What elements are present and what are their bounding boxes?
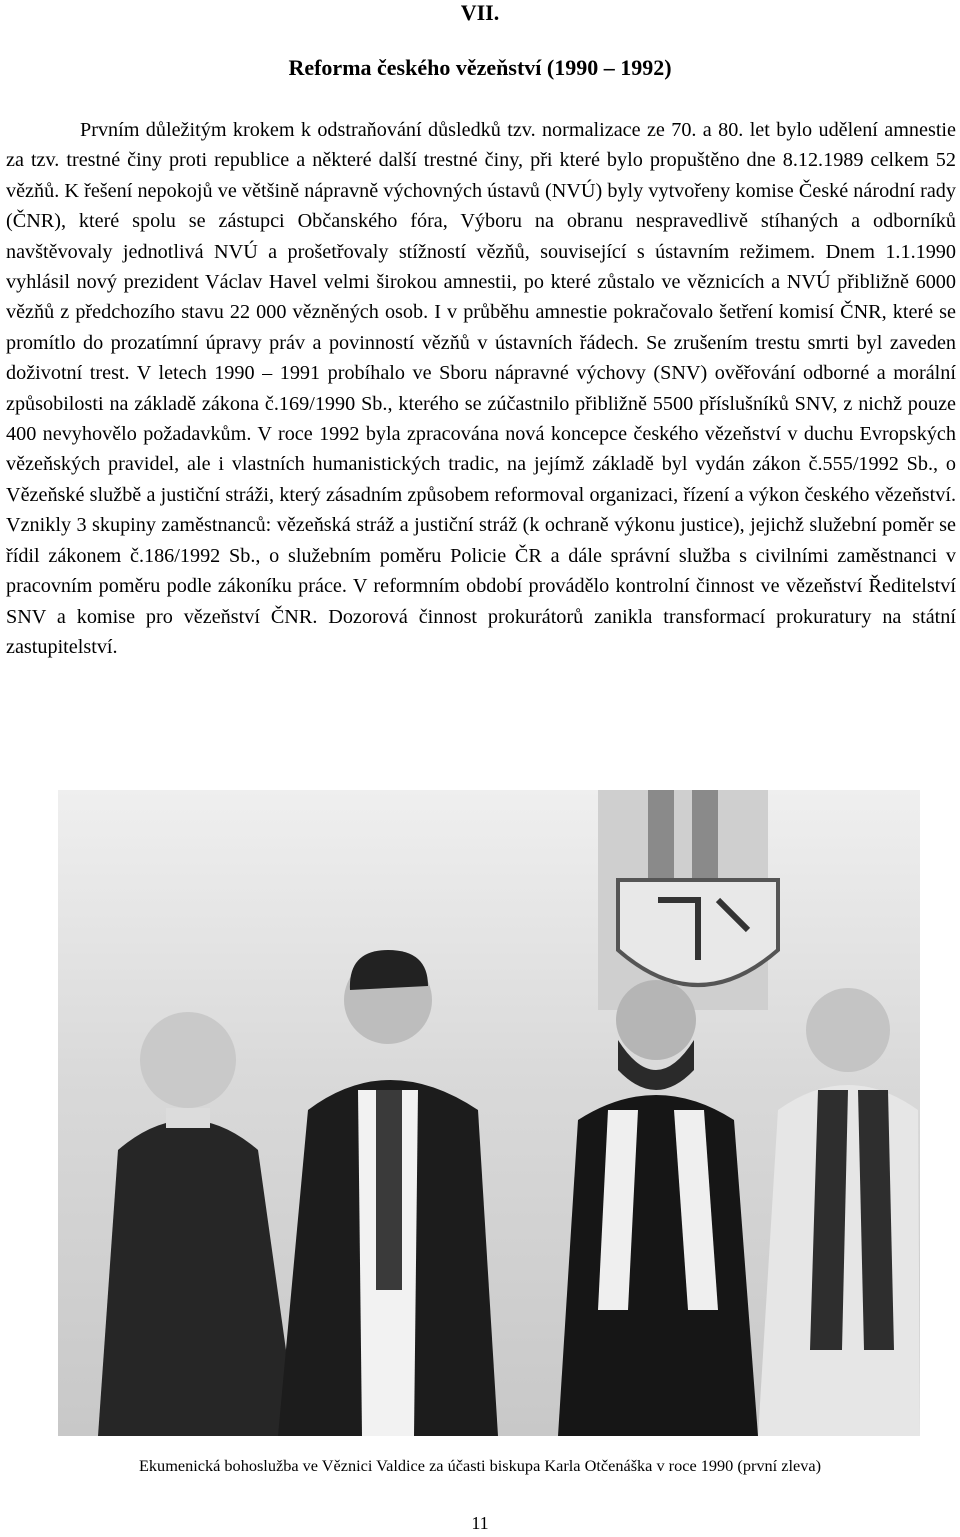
chapter-number: VII. [460,0,500,25]
photograph [58,790,920,1436]
photo-caption: Ekumenická bohoslužba ve Věznici Valdice za účasti biskupa Karla Otčenáška v roce 1990 (první zleva) [138,1456,822,1475]
paragraph: Prvním důležitým krokem k odstraňování důsledků tzv. normalizace ze 70. a 80. let bylo udělení amnestie za tzv. trestné činy proti republice a některé další trestné činy, při které bylo propuštěno dne 8.12.1989 celkem 52 vězňů. K řešení nepokojů ve většině nápravně výchovných ústavů (NVÚ) byly vytvořeny komise České národní rady (ČNR), které spolu se zástupci Občanského fóra, Výboru na obranu nespravedlivě stíhaných a odborníků navštěvovaly jednotlivá NVÚ a prošetřovaly stížností vězňů, související s ústavním režimem. Dnem 1.1.1990 vyhlásil nový prezident Václav Havel velmi širokou amnestii, po které zůstalo ve věznicích a NVÚ přibližně 6000 vězňů z předchozího stavu 22 000 vězněných osob. I v průběhu amnestie pokračovalo šetření komisí ČNR, které se promítlo do prozatímní úpravy práv a povinností vězňů v ústavních řádech. Se zrušením trestu smrti byl zaveden doživotní trest. V letech 1990 – 1991 probíhalo ve Sboru nápravné výchovy (SNV) ověřování odborné a morální způsobilosti na základě zákona č.169/1990 Sb., kterého se zúčastnilo přibližně 5500 příslušníků SNV, z nichž pouze 400 nevyhovělo požadavkům. V roce 1992 byla zpracována nová koncepce českého vězeňství v duchu Evropských vězeňských pravidel, ale i vlastních humanistických tradic, na jejímž základě byl vydán zákon č.555/1992 Sb., o Vězeňské službě a justiční stráži, který zásadním způsobem reformoval organizaci, řízení a výkon českého vězeňství. Vznikly 3 skupiny zaměstnanců: vězeňská stráž a justiční stráž (k ochraně výkonu justice), jejichž služební poměr se řídil zákonem č.186/1992 Sb., o služebním poměru Policie ČR a dále správní služba s civilními zaměstnanci v pracovním poměru podle zákoníku práce. V reformním období provádělo kontrolní činnost ve vězeňství Ředitelství SNV a komise pro vězeňství ČNR. Dozorová činnost prokurátorů zanikla transformací prokuratury na státní zastupitelství. [6,119,956,658]
section-title: Reforma českého vězeňství (1990 – 1992) [288,55,672,80]
page-number: 11 [471,1513,489,1533]
body-text [6,115,956,662]
